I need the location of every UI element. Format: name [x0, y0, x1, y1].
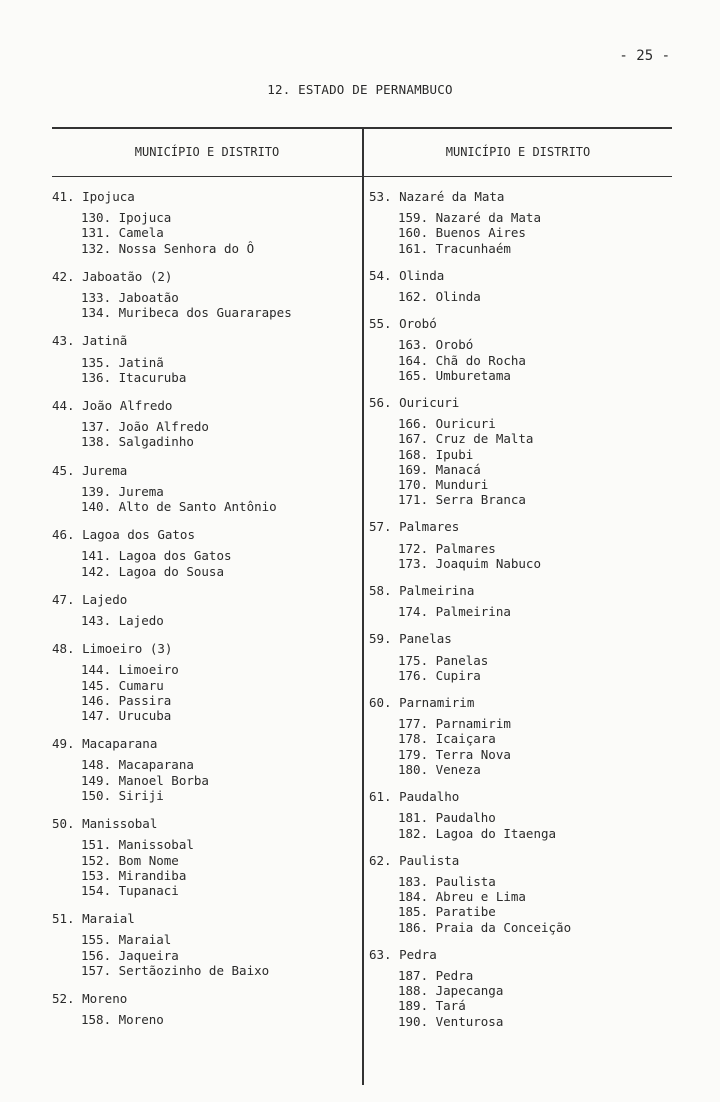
distrito-list — [52, 932, 352, 978]
distrito-list — [52, 419, 352, 449]
distrito-item: 137. João Alfredo — [81, 419, 209, 435]
distrito-item: 188. Japecanga — [398, 983, 504, 999]
distrito-item: 186. Praia da Conceição — [398, 919, 572, 935]
distrito-item: 157. Sertãozinho de Baixo — [81, 962, 270, 978]
distrito-item: 161. Tracunhaém — [398, 240, 511, 256]
distrito-item: 130. Ipojuca — [81, 210, 172, 226]
municipio-group — [369, 853, 669, 935]
distrito-item: 184. Abreu e Lima — [398, 889, 526, 905]
municipio-name: 53. Nazaré da Mata — [369, 189, 505, 204]
distrito-item: 162. Olinda — [398, 289, 481, 305]
distrito-item: 171. Serra Branca — [398, 492, 526, 508]
municipio-name: 59. Panelas — [369, 631, 452, 647]
municipio-name: 49. Macaparana — [52, 736, 158, 752]
municipio-name: 43. Jatinã — [52, 333, 128, 349]
municipio-group — [52, 333, 352, 385]
distrito-item: 187. Pedra — [398, 967, 474, 983]
distrito-item: 168. Ipubi — [398, 446, 474, 462]
municipio-group — [369, 583, 669, 619]
distrito-item: 167. Cruz de Malta — [398, 431, 534, 447]
municipio-group — [52, 736, 352, 803]
distrito-item: 131. Camela — [81, 225, 164, 241]
distrito-list — [52, 662, 352, 723]
distrito-item: 151. Manissobal — [81, 837, 194, 853]
municipio-name: 48. Limoeiro (3) — [52, 641, 173, 657]
distrito-list — [369, 604, 669, 619]
column-divider — [362, 127, 364, 1085]
municipio-name: 58. Palmeirina — [369, 583, 475, 599]
municipio-name: 45. Jurema — [52, 462, 128, 478]
municipio-group — [369, 789, 669, 841]
distrito-list — [369, 716, 669, 777]
municipio-group — [52, 991, 352, 1027]
municipio-name: 44. João Alfredo — [52, 398, 173, 414]
distrito-item: 158. Moreno — [81, 1012, 164, 1028]
municipio-group — [52, 911, 352, 978]
distrito-item: 133. Jaboatão — [81, 290, 179, 306]
distrito-item: 176. Cupira — [398, 667, 481, 683]
municipio-group — [369, 631, 669, 683]
municipio-group — [52, 463, 352, 515]
municipio-name: 61. Paudalho — [369, 789, 460, 805]
distrito-item: 164. Chã do Rocha — [398, 352, 526, 368]
municipio-name: 63. Pedra — [369, 946, 437, 962]
municipio-name: 56. Ouricuri — [369, 395, 460, 411]
distrito-list — [369, 541, 669, 571]
distrito-item: 148. Macaparana — [81, 757, 194, 773]
municipio-group — [369, 395, 669, 507]
distrito-item: 142. Lagoa do Sousa — [81, 563, 224, 579]
distrito-item: 163. Orobó — [398, 337, 474, 353]
municipio-name: 62. Paulista — [369, 852, 460, 868]
page-number: - 25 - — [619, 48, 670, 64]
distrito-list — [369, 416, 669, 507]
municipio-name: 50. Manissobal — [52, 816, 158, 832]
distrito-item: 143. Lajedo — [81, 613, 164, 629]
municipio-group — [369, 695, 669, 777]
municipio-name: 46. Lagoa dos Gatos — [52, 527, 195, 543]
municipio-name: 55. Orobó — [369, 316, 437, 332]
distrito-item: 177. Parnamirim — [398, 716, 511, 732]
distrito-item: 165. Umburetama — [398, 367, 511, 383]
distrito-list — [52, 548, 352, 578]
municipio-group — [52, 398, 352, 450]
distrito-item: 181. Paudalho — [398, 810, 496, 826]
distrito-list — [369, 874, 669, 935]
municipio-name: 51. Maraial — [52, 911, 135, 927]
distrito-item: 140. Alto de Santo Antônio — [81, 499, 277, 515]
distrito-item: 134. Muribeca dos Guararapes — [81, 305, 292, 321]
column-header-left: MUNICÍPIO E DISTRITO — [134, 145, 280, 159]
distrito-list — [369, 289, 669, 304]
municipio-group — [52, 816, 352, 898]
distrito-item: 141. Lagoa dos Gatos — [81, 548, 232, 564]
distrito-item: 150. Siriji — [81, 787, 164, 803]
distrito-item: 154. Tupanaci — [81, 882, 179, 898]
municipio-name: 54. Olinda — [369, 267, 445, 283]
distrito-item: 169. Manacá — [398, 461, 481, 477]
distrito-list — [52, 484, 352, 514]
distrito-item: 132. Nossa Senhora do Ô — [81, 240, 255, 256]
municipio-group — [52, 189, 352, 256]
distrito-item: 189. Tará — [398, 998, 466, 1014]
municipio-group — [52, 527, 352, 579]
distrito-item: 146. Passira — [81, 692, 172, 708]
distrito-item: 175. Panelas — [398, 652, 489, 668]
distrito-list — [369, 337, 669, 383]
distrito-item: 155. Maraial — [81, 932, 172, 948]
distrito-item: 179. Terra Nova — [398, 746, 511, 762]
municipio-group — [369, 268, 669, 304]
municipio-name: 47. Lajedo — [52, 591, 128, 607]
municipio-name: 52. Moreno — [52, 990, 128, 1006]
distrito-item: 136. Itacuruba — [81, 369, 187, 385]
distrito-item: 160. Buenos Aires — [398, 225, 526, 241]
municipio-name: 42. Jaboatão (2) — [52, 268, 173, 284]
distrito-list — [52, 1012, 352, 1027]
distrito-item: 149. Manoel Borba — [81, 772, 209, 788]
column-header-right: MUNICÍPIO E DISTRITO — [445, 145, 591, 159]
municipio-group — [52, 592, 352, 628]
distrito-item: 182. Lagoa do Itaenga — [398, 825, 557, 841]
municipio-group — [369, 189, 669, 256]
distrito-list — [369, 968, 669, 1029]
distrito-item: 173. Joaquim Nabuco — [398, 555, 541, 571]
distrito-item: 135. Jatinã — [81, 354, 164, 370]
municipio-group — [369, 519, 669, 571]
municipio-name: 57. Palmares — [369, 519, 460, 535]
distrito-item: 138. Salgadinho — [81, 434, 194, 450]
distrito-list — [52, 290, 352, 320]
municipio-group — [369, 316, 669, 383]
distrito-item: 145. Cumaru — [81, 677, 164, 693]
distrito-item: 139. Jurema — [81, 483, 164, 499]
distrito-list — [52, 837, 352, 898]
distrito-list — [369, 210, 669, 256]
right-column — [369, 189, 669, 1041]
distrito-list — [369, 810, 669, 840]
distrito-item: 190. Venturosa — [398, 1013, 504, 1029]
municipio-group — [52, 641, 352, 723]
municipio-group — [369, 947, 669, 1029]
municipio-name: 41. Ipojuca — [52, 189, 135, 204]
distrito-list — [52, 355, 352, 385]
municipio-group — [52, 269, 352, 321]
distrito-item: 183. Paulista — [398, 873, 496, 889]
distrito-item: 185. Paratibe — [398, 904, 496, 920]
distrito-item: 172. Palmares — [398, 540, 496, 556]
distrito-item: 153. Mirandiba — [81, 867, 187, 883]
distrito-list — [52, 757, 352, 803]
distrito-item: 178. Icaiçara — [398, 731, 496, 747]
distrito-item: 144. Limoeiro — [81, 662, 179, 678]
distrito-item: 166. Ouricuri — [398, 416, 496, 432]
distrito-item: 156. Jaqueira — [81, 947, 179, 963]
municipio-name: 60. Parnamirim — [369, 695, 475, 711]
distrito-item: 170. Munduri — [398, 477, 489, 493]
left-column — [52, 189, 352, 1040]
distrito-list — [52, 210, 352, 256]
distrito-item: 147. Urucuba — [81, 708, 172, 724]
distrito-item: 152. Bom Nome — [81, 852, 179, 868]
distrito-list — [369, 653, 669, 683]
page-title: 12. ESTADO DE PERNAMBUCO — [267, 82, 453, 97]
distrito-list — [52, 613, 352, 628]
distrito-item: 180. Veneza — [398, 761, 481, 777]
distrito-item: 159. Nazaré da Mata — [398, 210, 541, 226]
distrito-item: 174. Palmeirina — [398, 604, 511, 620]
